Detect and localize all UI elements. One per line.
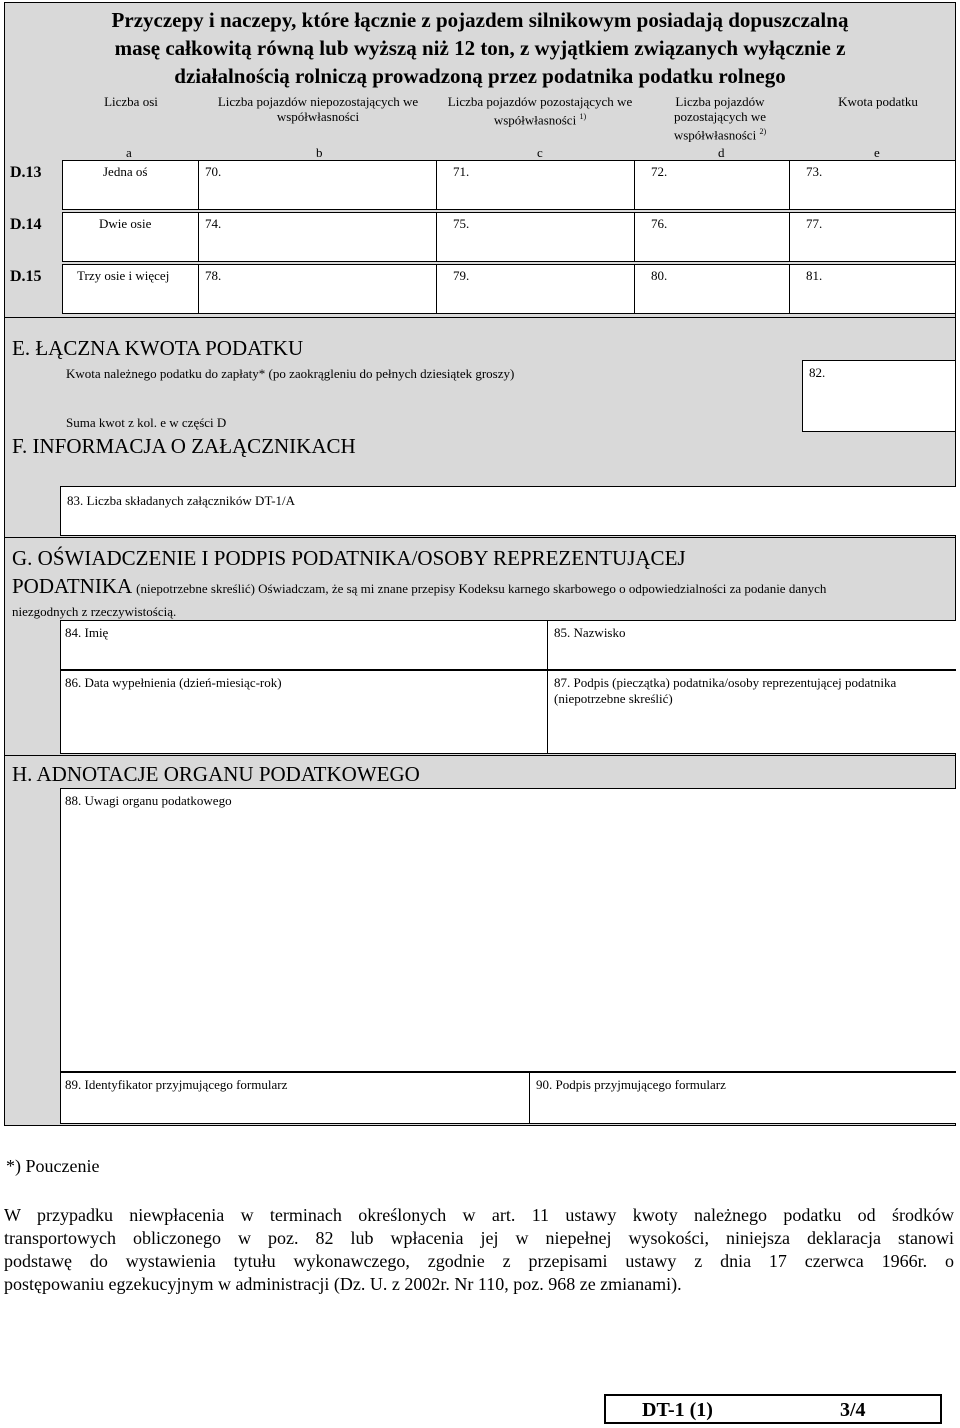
row-d13 xyxy=(62,160,956,210)
section-g-statement xyxy=(12,574,954,599)
header-coowned xyxy=(440,94,640,127)
section-g-title-word: PODATNIKA xyxy=(12,574,133,598)
footer-page: 3/4 xyxy=(840,1399,866,1421)
field-74[interactable] xyxy=(198,213,437,261)
field-82-number: 82. xyxy=(809,365,826,380)
col-letter-b: b xyxy=(316,145,323,160)
col-letter-c: c xyxy=(537,145,543,160)
field-88-label: 88. Uwagi organu podatkowego xyxy=(65,793,232,808)
note-line2: transportowych obliczonego w poz. 82 lub wpłacenia jej w niepełnej wysokości, niniejsza deklaracja stanowi xyxy=(4,1228,954,1248)
field-85[interactable] xyxy=(547,620,956,670)
header-not-coowned: Liczba pojazdów niepozostających we współwłasności xyxy=(217,94,419,124)
field-76[interactable] xyxy=(634,213,790,261)
section-d-title-line3: działalnością rolniczą prowadzoną przez podatnika podatku rolnego xyxy=(174,64,786,88)
field-78-number: 78. xyxy=(205,268,222,283)
field-87[interactable] xyxy=(547,670,956,754)
header-coowned-2-footnote: 2) xyxy=(759,127,767,136)
section-d-title-line2: masę całkowitą równą lub wyższą niż 12 ton, z wyjątkiem związanych wyłącznie z xyxy=(114,36,846,60)
field-72[interactable] xyxy=(634,161,790,209)
row-d15 xyxy=(62,264,956,314)
section-d-title-line1: Przyczepy i naczepy, które łącznie z pojazdem silnikowym posiadają dopuszczalną xyxy=(111,8,849,32)
field-70-number: 70. xyxy=(205,164,222,179)
field-84[interactable] xyxy=(60,620,548,670)
field-77[interactable] xyxy=(789,213,956,261)
field-73-number: 73. xyxy=(806,164,823,179)
axles-label-d15: Trzy osie i więcej xyxy=(77,268,170,283)
field-81-number: 81. xyxy=(806,268,823,283)
header-coowned-2 xyxy=(660,94,780,142)
section-e-title: E. ŁĄCZNA KWOTA PODATKU xyxy=(12,336,304,360)
field-75-number: 75. xyxy=(453,216,470,231)
field-83-label: 83. Liczba składanych załączników DT-1/A xyxy=(67,493,296,508)
field-86[interactable] xyxy=(60,670,548,754)
field-82[interactable] xyxy=(802,360,956,432)
field-74-number: 74. xyxy=(205,216,222,231)
field-86-label: 86. Data wypełnienia (dzień-miesiąc-rok) xyxy=(65,675,282,690)
section-d-title xyxy=(10,6,950,90)
field-79-number: 79. xyxy=(453,268,470,283)
field-84-label: 84. Imię xyxy=(65,625,109,640)
field-80[interactable] xyxy=(634,265,790,313)
note-heading: *) Pouczenie xyxy=(6,1156,100,1176)
field-81[interactable] xyxy=(789,265,956,313)
section-g-statement-part2: niezgodnych z rzeczywistością. xyxy=(12,604,177,619)
footer-box xyxy=(604,1394,942,1424)
field-90-label: 90. Podpis przyjmującego formularz xyxy=(536,1077,726,1092)
header-tax-amount: Kwota podatku xyxy=(838,94,918,109)
col-letter-a: a xyxy=(126,145,132,160)
section-g-title: G. OŚWIADCZENIE I PODPIS PODATNIKA/OSOBY REPREZENTUJĄCEJ xyxy=(12,546,686,570)
row-code-d15: D.15 xyxy=(10,268,42,285)
field-89[interactable] xyxy=(60,1072,530,1124)
section-f-title: F. INFORMACJA O ZAŁĄCZNIKACH xyxy=(12,434,356,458)
section-g-statement-part1: (niepotrzebne skreślić) Oświadczam, że są mi znane przepisy Kodeksu karnego skarbowego o odpowiedzialności za podanie danych xyxy=(136,581,827,596)
field-76-number: 76. xyxy=(651,216,668,231)
field-77-number: 77. xyxy=(806,216,823,231)
axles-label-d14: Dwie osie xyxy=(99,216,152,231)
field-85-label: 85. Nazwisko xyxy=(554,625,626,640)
field-75[interactable] xyxy=(436,213,635,261)
note-line1: W przypadku niewpłacenia w terminach określonych w art. 11 ustawy kwoty należnego podatku od środków xyxy=(4,1205,954,1225)
footer-form-code: DT-1 (1) xyxy=(642,1399,713,1421)
field-89-label: 89. Identyfikator przyjmującego formularz xyxy=(65,1077,288,1092)
field-88[interactable] xyxy=(60,788,956,1072)
row-code-d14: D.14 xyxy=(10,216,42,233)
section-e-desc: Kwota należnego podatku do zapłaty* (po zaokrągleniu do pełnych dziesiątek groszy) xyxy=(66,366,515,381)
note-line4: postępowaniu egzekucyjnym w administracji (Dz. U. z 2002r. Nr 110, poz. 968 ze zmianami). xyxy=(4,1274,682,1294)
field-87-label-line2: (niepotrzebne skreślić) xyxy=(554,691,673,706)
field-71[interactable] xyxy=(436,161,635,209)
row-d14 xyxy=(62,212,956,262)
header-coowned-footnote: 1) xyxy=(579,112,587,121)
col-letter-d: d xyxy=(718,145,725,160)
field-70[interactable] xyxy=(198,161,437,209)
field-78[interactable] xyxy=(198,265,437,313)
field-83[interactable] xyxy=(60,486,956,536)
field-72-number: 72. xyxy=(651,164,668,179)
field-80-number: 80. xyxy=(651,268,668,283)
col-letter-e: e xyxy=(874,145,880,160)
field-79[interactable] xyxy=(436,265,635,313)
field-90[interactable] xyxy=(529,1072,956,1124)
row-code-d13: D.13 xyxy=(10,164,42,181)
section-h-title: H. ADNOTACJE ORGANU PODATKOWEGO xyxy=(12,762,420,786)
axles-label-d13: Jedna oś xyxy=(103,164,148,179)
header-axles: Liczba osi xyxy=(104,94,158,109)
field-87-label-line1: 87. Podpis (pieczątka) podatnika/osoby reprezentującej podatnika xyxy=(554,675,897,690)
header-coowned-2-text: Liczba pojazdów pozostających we współwłasności xyxy=(673,94,767,143)
section-e-sum-label: Suma kwot z kol. e w części D xyxy=(66,415,227,430)
field-71-number: 71. xyxy=(453,164,470,179)
field-73[interactable] xyxy=(789,161,956,209)
note-body xyxy=(4,1204,954,1296)
header-coowned-text: Liczba pojazdów pozostających we współwłasności xyxy=(447,94,633,128)
note-line3: podstawę do wystawienia tytułu wykonawczego, zgodnie z przepisami ustawy z dnia 17 czerwca 1966r. o xyxy=(4,1251,954,1271)
